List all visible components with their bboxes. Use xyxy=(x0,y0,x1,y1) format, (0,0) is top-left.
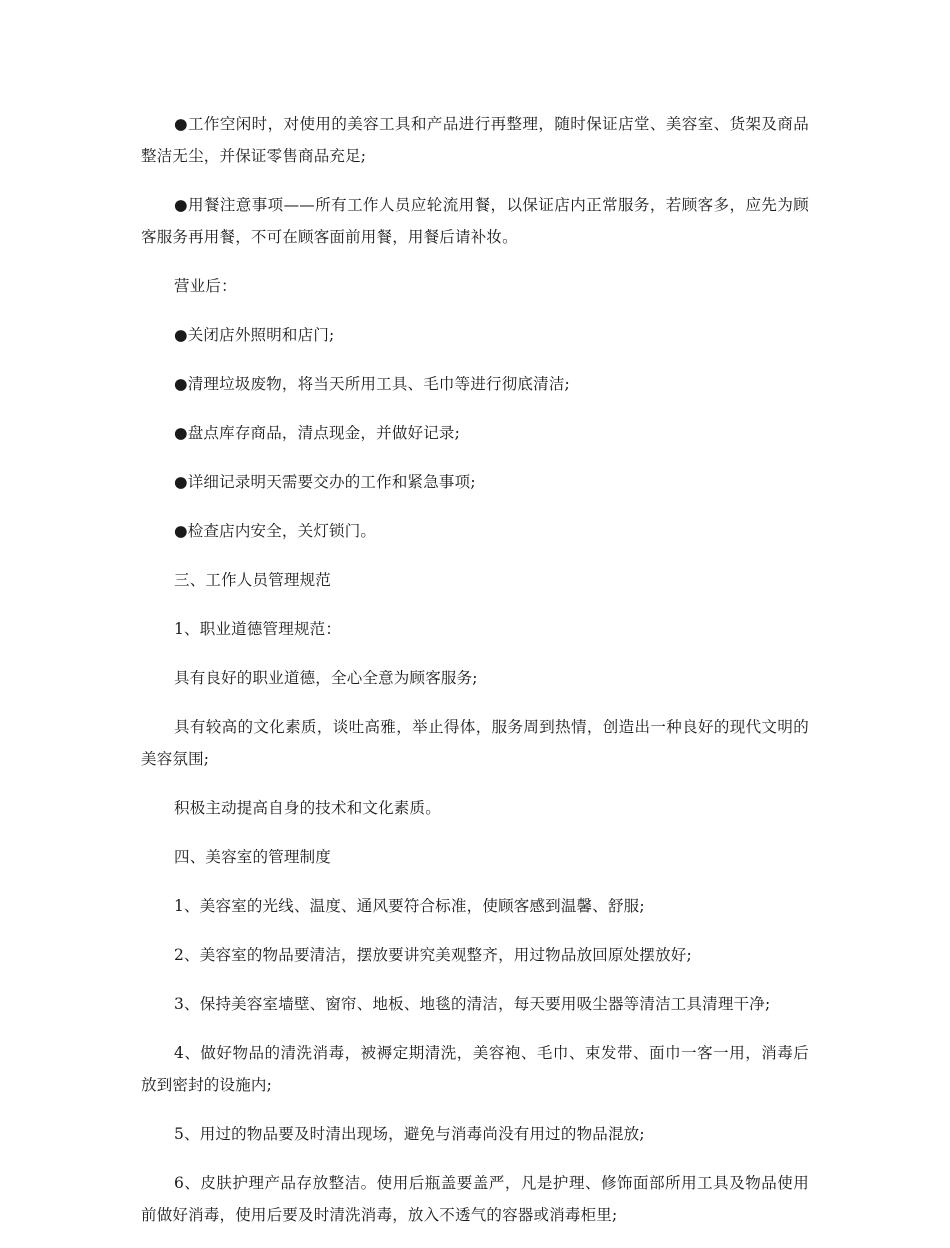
paragraph-ethics-2: 具有较高的文化素质，谈吐高雅，举止得体，服务周到热情，创造出一种良好的现代文明的美容氛围; xyxy=(141,718,809,768)
paragraph-safety-check: ●检查店内安全，关灯锁门。 xyxy=(174,522,377,540)
paragraph-room-rule-3: 3、保持美容室墙壁、窗帘、地板、地毯的清洁，每天要用吸尘器等清洁工具清理干净; xyxy=(174,995,771,1013)
subheading-ethics: 1、职业道德管理规范： xyxy=(174,620,342,638)
paragraph-ethics-1: 具有良好的职业道德，全心全意为顾客服务; xyxy=(174,669,478,687)
paragraph-ethics-3: 积极主动提高自身的技术和文化素质。 xyxy=(174,799,441,817)
paragraph-after-hours-heading: 营业后： xyxy=(174,277,237,295)
paragraph-room-rule-2: 2、美容室的物品要清洁，摆放要讲究美观整齐，用过物品放回原处摆放好; xyxy=(174,946,692,964)
section-heading-staff-rules: 三、工作人员管理规范 xyxy=(174,571,332,589)
paragraph-room-rule-4: 4、做好物品的清洗消毒，被褥定期清洗，美容袍、毛巾、束发带、面巾一客一用，消毒后放到密封的设施内; xyxy=(141,1044,809,1094)
paragraph-record-tasks: ●详细记录明天需要交办的工作和紧急事项; xyxy=(174,473,476,491)
paragraph-close-lights: ●关闭店外照明和店门; xyxy=(174,326,335,344)
paragraph-meal-notes: ●用餐注意事项——所有工作人员应轮流用餐，以保证店内正常服务，若顾客多，应先为顾客服务再用餐，不可在顾客面前用餐，用餐后请补妆。 xyxy=(141,196,809,246)
document-page xyxy=(141,108,809,1248)
paragraph-idle-tidy: ●工作空闲时，对使用的美容工具和产品进行再整理，随时保证店堂、美容室、货架及商品整洁无尘，并保证零售商品充足; xyxy=(141,115,809,165)
section-heading-room-rules: 四、美容室的管理制度 xyxy=(174,848,332,866)
paragraph-room-rule-6: 6、皮肤护理产品存放整洁。使用后瓶盖要盖严，凡是护理、修饰面部所用工具及物品使用前做好消毒，使用后要及时清洗消毒，放入不透气的容器或消毒柜里; xyxy=(141,1174,809,1224)
paragraph-room-rule-1: 1、美容室的光线、温度、通风要符合标准，使顾客感到温馨、舒服; xyxy=(174,897,645,915)
paragraph-clean-waste: ●清理垃圾废物，将当天所用工具、毛巾等进行彻底清洁; xyxy=(174,375,570,393)
paragraph-inventory: ●盘点库存商品，清点现金，并做好记录; xyxy=(174,424,461,442)
paragraph-room-rule-5: 5、用过的物品要及时清出现场，避免与消毒尚没有用过的物品混放; xyxy=(174,1125,645,1143)
